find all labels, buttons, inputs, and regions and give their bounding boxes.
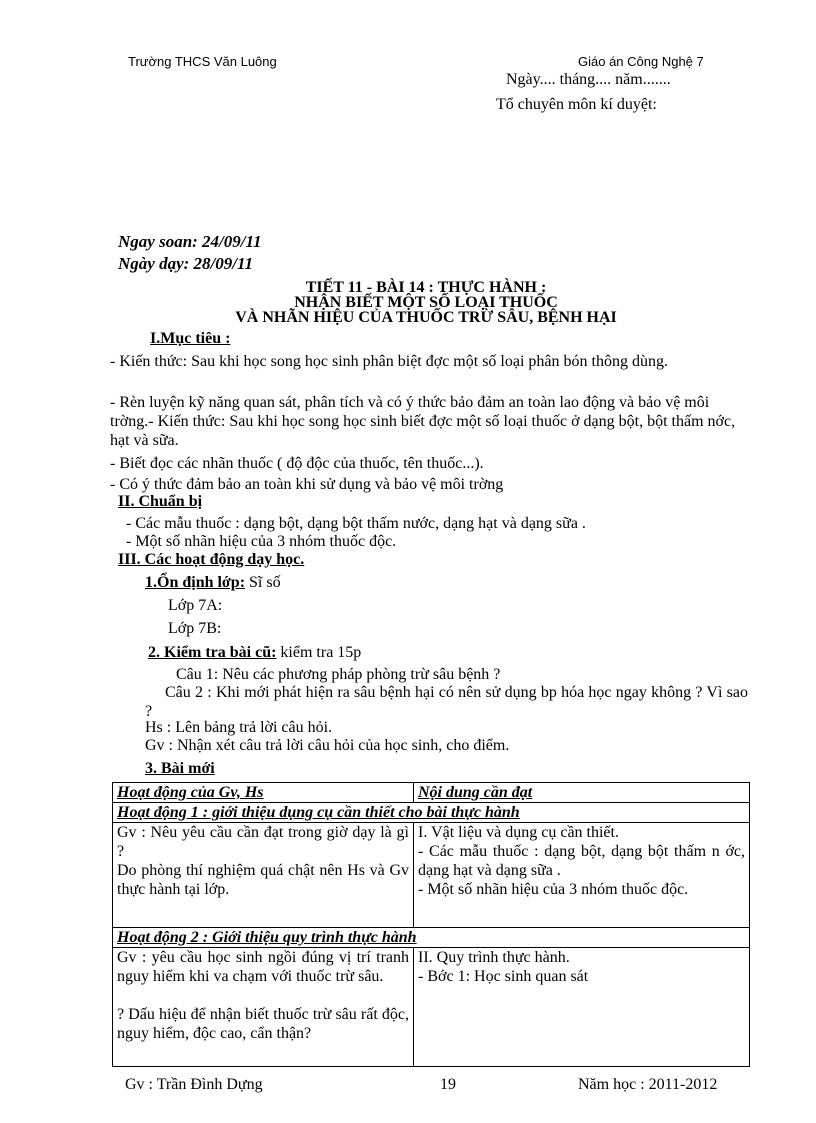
activity-1-left xyxy=(113,823,414,928)
step-3: 3. Bài mới xyxy=(145,760,215,777)
footer-teacher: Gv : Trần Đình Dựng xyxy=(125,1076,263,1093)
title-line-2: NHẬN BIẾT MỘT SỐ LOẠI THUỐC xyxy=(294,294,558,311)
objective-4: - Có ý thức đảm bảo an toàn khi sử dụng và bảo vệ môi trờng xyxy=(110,476,504,493)
objective-1: - Kiến thức: Sau khi học song học sinh phân biệt đợc một số loại phân bón thông dùng. xyxy=(110,353,668,370)
activity-2-right xyxy=(414,948,750,1067)
class-7b: Lớp 7B: xyxy=(168,620,222,637)
activity-1-title: Hoạt động 1 : giới thiệu dụng cụ cần thiết cho bài thực hành xyxy=(113,803,750,823)
activity-1-title-row xyxy=(113,803,750,823)
subject-name: Giáo án Công Nghệ 7 xyxy=(578,54,704,69)
activity-2-right-2: - Bớc 1: Học sinh quan sát xyxy=(418,968,589,985)
table-header-row xyxy=(113,783,750,803)
preparation-1: - Các mẫu thuốc : dạng bột, dạng bột thấm nước, dạng hạt và dạng sữa . xyxy=(126,515,586,532)
section-3-heading: III. Các hoạt động dạy học. xyxy=(118,551,305,568)
lesson-title xyxy=(110,280,742,325)
prepared-date: Ngay soan: 24/09/11 xyxy=(118,232,262,251)
activity-1-right-1: I. Vật liệu và dụng cụ cần thiết. xyxy=(418,824,619,841)
activity-2-title: Hoạt động 2 : Giới thiệu quy trình thực hành xyxy=(113,928,750,948)
taught-date: Ngày dạy: 28/09/11 xyxy=(118,254,254,273)
activity-1-right-3: - Một số nhãn hiệu của 3 nhóm thuốc độc. xyxy=(418,881,689,898)
question-1: Câu 1: Nêu các phương pháp phòng trừ sâu bệnh ? xyxy=(176,666,501,683)
student-task: Hs : Lên bảng trả lời câu hỏi. xyxy=(145,719,333,736)
school-name: Trường THCS Văn Luông xyxy=(128,54,277,69)
step-1-text: Sĩ số xyxy=(249,574,281,591)
step-1-label: 1.Ổn định lớp: xyxy=(145,574,246,591)
activity-1-row xyxy=(113,823,750,928)
activity-2-right-1: II. Quy trình thực hành. xyxy=(418,949,570,966)
activity-2-left-1: Gv : yêu cầu học sinh ngồi đúng vị trí tranh nguy hiểm khi va chạm với thuốc trừ sâu. xyxy=(117,949,409,985)
section-1-heading: I.Mục tiêu : xyxy=(150,330,231,347)
step-1 xyxy=(145,574,281,592)
step-2-text: kiểm tra 15p xyxy=(280,644,362,661)
objective-2: - Rèn luyện kỹ năng quan sát, phân tích và có ý thức bảo đảm an toàn lao động và bảo vệ môi trờng.- Kiến thức: Sau khi học song học sinh biết đợc một số loại thuốc ở dạng bột, bột thấm nớc, hạt và sữa. xyxy=(110,394,736,449)
step-2 xyxy=(148,644,361,662)
header-col-activities: Hoạt động của Gv, Hs xyxy=(113,783,414,803)
header-col-content: Nội dung cần đạt xyxy=(414,783,750,803)
preparation-2: - Một số nhãn hiệu của 3 nhóm thuốc độc. xyxy=(126,533,397,550)
objective-3: - Biết đọc các nhãn thuốc ( độ độc của thuốc, tên thuốc...). xyxy=(110,455,484,472)
activity-1-right xyxy=(414,823,750,928)
question-2: Câu 2 : Khi mới phát hiện ra sâu bệnh hại có nên sử dụng bp hóa học ngay không ? Vì sao ? xyxy=(145,684,748,720)
activity-2-title-row xyxy=(113,928,750,948)
activity-2-left xyxy=(113,948,414,1067)
footer-year: Năm học : 2011-2012 xyxy=(578,1076,718,1093)
teacher-task: Gv : Nhận xét câu trả lời câu hỏi của học sinh, cho điểm. xyxy=(145,737,510,754)
step-2-label: 2. Kiểm tra bài cũ: xyxy=(148,644,277,661)
activity-1-left-1: Gv : Nêu yêu cầu cần đạt trong giờ dạy là gì ? xyxy=(117,824,409,860)
page-number: 19 xyxy=(440,1076,456,1093)
title-line-3: VÀ NHÃN HIỆU CỦA THUỐC TRỪ SÂU, BỆNH HẠI xyxy=(235,309,617,326)
date-line: Ngày.... tháng.... năm....... xyxy=(506,71,671,88)
activity-1-left-2: Do phòng thí nghiệm quá chật nên Hs và Gv thực hành tại lớp. xyxy=(117,862,409,898)
section-2-heading: II. Chuẩn bị xyxy=(118,493,203,510)
lesson-table xyxy=(112,782,750,1067)
approval-line: Tổ chuyên môn kí duyệt: xyxy=(496,96,657,113)
title-line-1: TIẾT 11 - BÀI 14 : THỰC HÀNH : xyxy=(305,279,547,296)
class-7a: Lớp 7A: xyxy=(168,597,223,614)
activity-2-row xyxy=(113,948,750,1067)
activity-2-left-2: ? Dấu hiệu để nhận biết thuốc trừ sâu rất độc, nguy hiểm, độc cao, cẩn thận? xyxy=(117,1006,409,1042)
activity-1-right-2: - Các mẫu thuốc : dạng bột, dạng bột thấm n ớc, dạng hạt và dạng sữa . xyxy=(418,843,745,879)
